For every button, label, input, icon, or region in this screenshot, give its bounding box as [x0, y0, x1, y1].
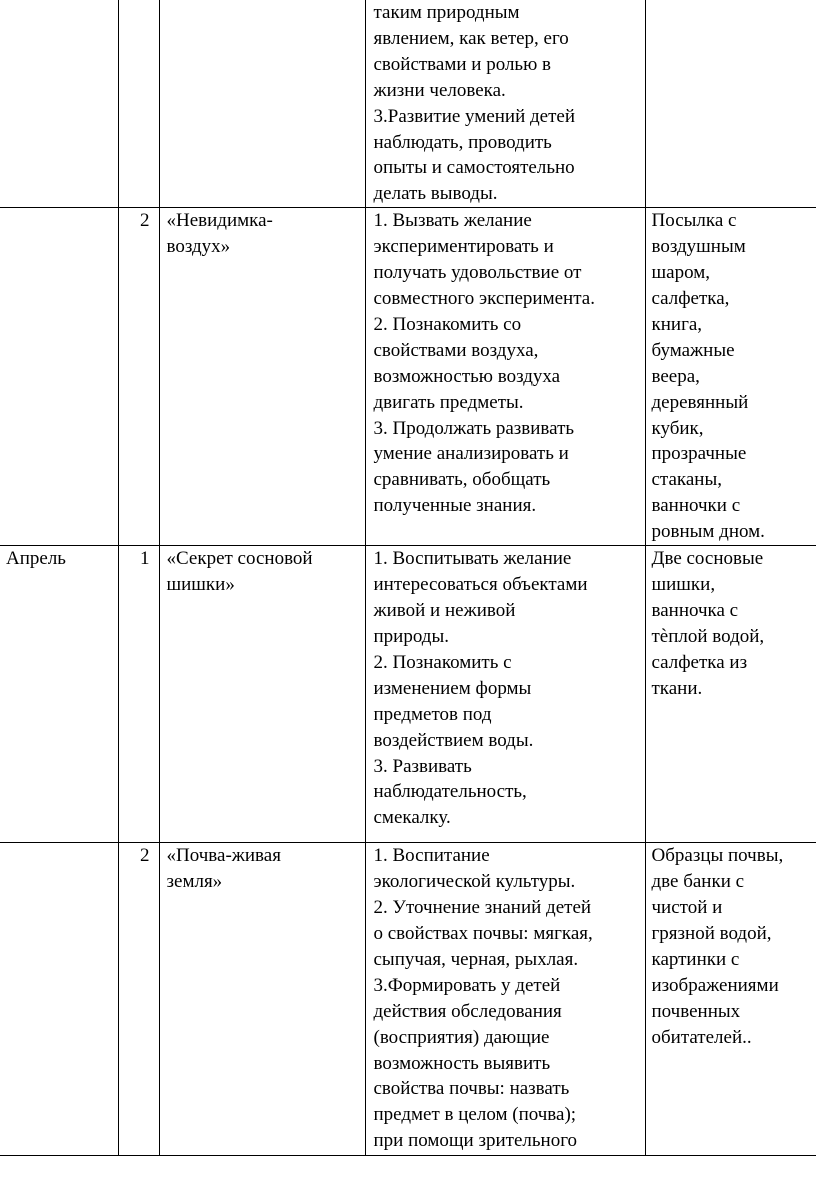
materials-cell	[645, 546, 816, 843]
number-cell	[118, 0, 159, 208]
goals-line: 1. Воспитание	[373, 845, 490, 867]
goals-line: двигать предметы.	[373, 391, 524, 413]
goals-line: делать выводы.	[373, 183, 498, 205]
theme-cell	[159, 843, 365, 1156]
goals-line: сравнивать, обобщать	[373, 469, 551, 491]
goals-cell	[365, 208, 645, 546]
table-row	[0, 208, 816, 546]
goals-line: сыпучая, черная, рыхлая.	[373, 948, 579, 970]
materials-line: ткани.	[651, 677, 703, 699]
goals-cell	[365, 0, 645, 208]
theme-line: шишки»	[166, 574, 235, 596]
materials-line: ванночка с	[651, 600, 739, 622]
materials-cell	[645, 208, 816, 546]
materials-line: воздушным	[651, 236, 746, 258]
materials-line: книга,	[651, 313, 703, 335]
goals-line: 3. Продолжать развивать	[373, 417, 575, 439]
month-cell	[0, 843, 118, 1156]
goals-line: полученные знания.	[373, 495, 537, 517]
goals-line: изменением формы	[373, 677, 532, 699]
materials-line: кубик,	[651, 417, 704, 439]
goals-line: действия обследования	[373, 1000, 562, 1022]
theme-line: земля»	[166, 871, 223, 893]
goals-line: наблюдать, проводить	[373, 131, 552, 153]
materials-line: деревянный	[651, 391, 749, 413]
materials-line: две банки с	[651, 871, 745, 893]
goals-line: возможностью воздуха	[373, 365, 561, 387]
goals-line: наблюдательность,	[373, 781, 527, 803]
theme-cell	[159, 546, 365, 843]
theme-line: «Почва-живая	[166, 845, 281, 867]
materials-line: шишки,	[651, 574, 716, 596]
materials-line: почвенных	[651, 1000, 741, 1022]
materials-line: ванночки с	[651, 495, 741, 517]
goals-line: получать удовольствие от	[373, 262, 582, 284]
goals-line: возможность выявить	[373, 1052, 551, 1074]
month-cell	[0, 208, 118, 546]
goals-line: 3. Развивать	[373, 755, 472, 777]
theme-cell	[159, 208, 365, 546]
goals-line: живой и неживой	[373, 600, 516, 622]
goals-line: свойства почвы: назвать	[373, 1078, 570, 1100]
goals-line: свойствами воздуха,	[373, 339, 539, 361]
goals-line: экологической культуры.	[373, 871, 576, 893]
goals-line: свойствами и ролью в	[373, 53, 552, 75]
table-row	[0, 843, 816, 1156]
goals-cell	[365, 843, 645, 1156]
goals-line: 3.Формировать у детей	[373, 974, 561, 996]
goals-line: при помощи зрительного	[373, 1130, 578, 1152]
materials-line: обитателей..	[651, 1026, 752, 1048]
goals-line: совместного эксперимента.	[373, 287, 595, 309]
materials-cell	[645, 843, 816, 1156]
goals-line: воздействием воды.	[373, 729, 534, 751]
materials-line: грязной водой,	[651, 922, 772, 944]
goals-line: 1. Воспитывать желание	[373, 548, 572, 570]
materials-line: тѐплой водой,	[651, 625, 765, 647]
goals-line: жизни человека.	[373, 79, 506, 101]
materials-line: веера,	[651, 365, 700, 387]
theme-line: «Невидимка-	[166, 210, 273, 232]
theme-line: «Секрет сосновой	[166, 548, 313, 570]
materials-line: прозрачные	[651, 443, 747, 465]
materials-line: чистой и	[651, 897, 723, 919]
goals-line: таким природным	[373, 2, 520, 23]
goals-line: предмет в целом (почва);	[373, 1104, 577, 1126]
goals-line: предметов под	[373, 703, 492, 725]
materials-line: ровным дном.	[651, 521, 765, 543]
goals-line: 1. Вызвать желание	[373, 210, 532, 232]
materials-line: салфетка,	[651, 287, 730, 309]
goals-line: 3.Развитие умений детей	[373, 105, 576, 127]
goals-line: явлением, как ветер, его	[373, 27, 569, 49]
materials-line: Образцы почвы,	[651, 845, 784, 867]
materials-line: бумажные	[651, 339, 735, 361]
goals-line: 2. Познакомить со	[373, 313, 522, 335]
goals-line: природы.	[373, 625, 449, 647]
goals-line: экспериментировать и	[373, 236, 554, 258]
goals-line: (восприятия) дающие	[373, 1026, 550, 1048]
materials-line: изображениями	[651, 974, 779, 996]
theme-line: воздух»	[166, 236, 231, 258]
materials-line: Посылка с	[651, 210, 737, 232]
theme-cell	[159, 0, 365, 208]
goals-line: 2. Познакомить с	[373, 651, 512, 673]
goals-line: 2. Уточнение знаний детей	[373, 897, 592, 919]
goals-cell	[365, 546, 645, 843]
month-cell	[0, 0, 118, 208]
table-row	[0, 546, 816, 843]
month-cell: Апрель	[0, 546, 118, 843]
materials-line: Две сосновые	[651, 548, 764, 570]
goals-line: умение анализировать и	[373, 443, 569, 465]
number-cell: 2	[118, 208, 159, 546]
number-cell: 1	[118, 546, 159, 843]
number-cell: 2	[118, 843, 159, 1156]
materials-line: картинки с	[651, 948, 740, 970]
materials-line: стаканы,	[651, 469, 722, 491]
table-row	[0, 0, 816, 208]
materials-cell	[645, 0, 816, 208]
goals-line: о свойствах почвы: мягкая,	[373, 922, 593, 944]
materials-line: шаром,	[651, 262, 710, 284]
goals-line: опыты и самостоятельно	[373, 157, 575, 179]
goals-line: интересоваться объектами	[373, 574, 588, 596]
goals-line: смекалку.	[373, 807, 451, 829]
materials-line: салфетка из	[651, 651, 748, 673]
